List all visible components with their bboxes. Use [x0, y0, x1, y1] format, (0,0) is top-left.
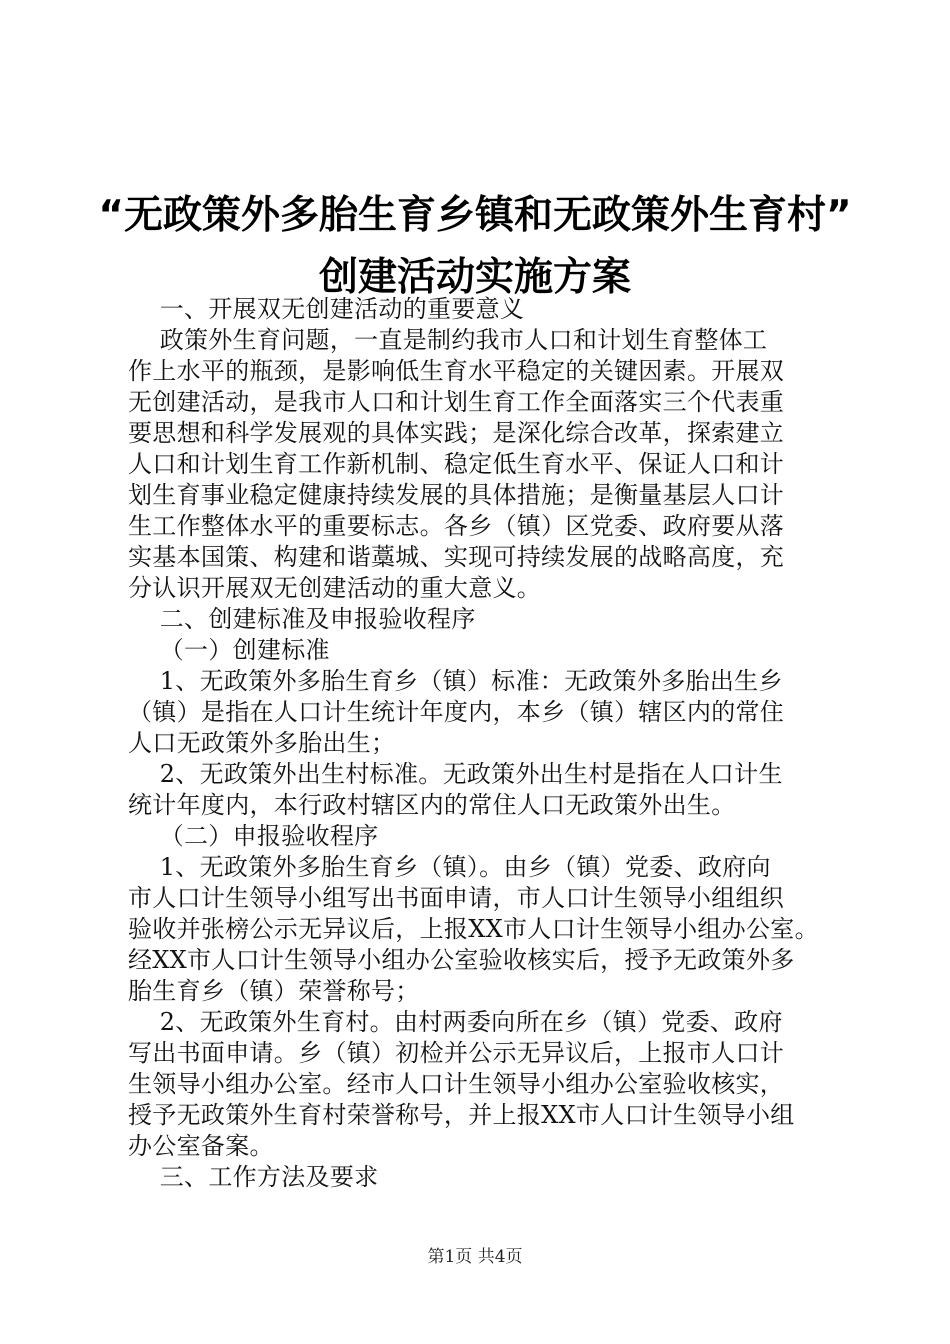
body-line: 三、工作方法及要求 [128, 1163, 379, 1191]
body-line: 统计年度内，本行政村辖区内的常住人口无政策外出生。 [128, 791, 736, 819]
body-line: 一、开展双无创建活动的重要意义 [128, 295, 525, 323]
body-line: 划生育事业稳定健康持续发展的具体措施；是衡量基层人口计 [128, 481, 785, 509]
body-line: 人口和计划生育工作新机制、稳定低生育水平、保证人口和计 [128, 450, 785, 478]
body-line: 办公室备案。 [128, 1132, 274, 1160]
body-line: 经XX市人口计生领导小组办公室验收核实后，授予无政策外多 [128, 946, 795, 974]
body-line: 市人口计生领导小组写出书面申请，市人口计生领导小组组织 [128, 884, 785, 912]
body-line: 政策外生育问题，一直是制约我市人口和计划生育整体工 [128, 326, 768, 354]
body-line: 分认识开展双无创建活动的重大意义。 [128, 574, 542, 602]
document-title-line-1: “无政策外多胎生育乡镇和无政策外生育村” [98, 193, 852, 238]
body-line: 作上水平的瓶颈，是影响低生育水平稳定的关键因素。开展双 [128, 357, 785, 385]
body-line: （一）创建标准 [128, 636, 330, 664]
document-title-line-2: 创建活动实施方案 [318, 255, 631, 300]
body-line: 无创建活动，是我市人口和计划生育工作全面落实三个代表重 [128, 388, 785, 416]
body-line: （二）申报验收程序 [128, 822, 379, 850]
body-line: 生工作整体水平的重要标志。各乡（镇）区党委、政府要从落 [128, 512, 785, 540]
body-line: 实基本国策、构建和谐藁城、实现可持续发展的战略高度，充 [128, 543, 785, 571]
body-line: 1、无政策外多胎生育乡（镇）。由乡（镇）党委、政府向 [128, 853, 771, 881]
body-line: 二、创建标准及申报验收程序 [128, 605, 476, 633]
body-line: 2、无政策外出生村标准。无政策外出生村是指在人口计生 [128, 760, 783, 788]
body-line: 人口无政策外多胎出生； [128, 729, 396, 757]
body-line: 写出书面申请。乡（镇）初检并公示无异议后，上报市人口计 [128, 1039, 785, 1067]
body-line: 1、无政策外多胎生育乡（镇）标准：无政策外多胎出生乡 [128, 667, 783, 695]
body-line: 胎生育乡（镇）荣誉称号； [128, 977, 420, 1005]
body-line: 验收并张榜公示无异议后，上报XX市人口计生领导小组办公室。 [128, 915, 819, 943]
body-line: 要思想和科学发展观的具体实践；是深化综合改革，探索建立 [128, 419, 785, 447]
page-footer: 第1页 共4页 [427, 1247, 523, 1267]
body-line: （镇）是指在人口计生统计年度内，本乡（镇）辖区内的常住 [128, 698, 785, 726]
document-body [128, 294, 828, 1193]
body-line: 生领导小组办公室。经市人口计生领导小组办公室验收核实， [128, 1070, 785, 1098]
body-line: 2、无政策外生育村。由村两委向所在乡（镇）党委、政府 [128, 1008, 783, 1036]
body-line: 授予无政策外生育村荣誉称号，并上报XX市人口计生领导小组 [128, 1101, 795, 1129]
